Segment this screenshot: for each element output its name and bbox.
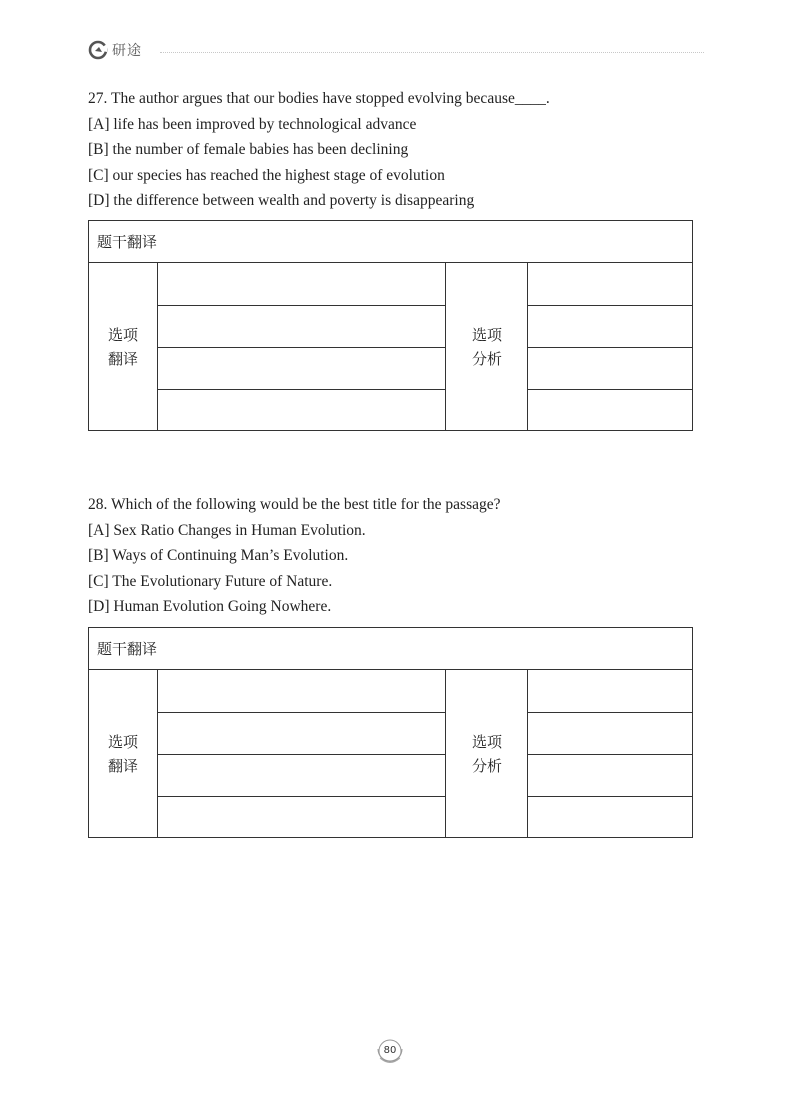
question-stem: 28. Which of the following would be the best title for the passage?	[88, 496, 501, 513]
translation-row-divider	[157, 389, 445, 390]
table-divider	[445, 670, 446, 837]
option-a: [A] life has been improved by technological advance	[88, 115, 417, 133]
brand-logo-icon	[88, 40, 108, 60]
option-c: [C] The Evolutionary Future of Nature.	[88, 572, 333, 590]
translation-row-divider	[157, 305, 445, 306]
question-27	[88, 86, 708, 214]
translation-row-divider	[157, 754, 445, 755]
stem-translation-label: 题干翻译	[89, 628, 692, 670]
option-analysis-label: 选项 分析	[471, 325, 502, 368]
option-b: [B] Ways of Continuing Man’s Evolution.	[88, 547, 349, 564]
analysis-row-divider	[527, 796, 692, 797]
option-translation-label: 选项 翻译	[107, 325, 138, 368]
translation-row-divider	[157, 796, 445, 797]
analysis-row-divider	[527, 347, 692, 348]
option-d: [D] the difference between wealth and poverty is disappearing	[88, 192, 475, 209]
page-header	[88, 40, 704, 64]
option-d: [D] Human Evolution Going Nowhere.	[88, 598, 332, 615]
translation-row-divider	[157, 347, 445, 348]
analysis-row-divider	[527, 712, 692, 713]
option-a: [A] Sex Ratio Changes in Human Evolution.	[88, 521, 366, 539]
option-b: [B] the number of female babies has been declining	[88, 141, 409, 158]
page-number: 80	[383, 1045, 397, 1056]
analysis-row-divider	[527, 389, 692, 390]
question-28	[88, 492, 708, 620]
table-divider	[445, 263, 446, 430]
stem-translation-label: 题干翻译	[89, 221, 692, 263]
option-translation-label: 选项 翻译	[107, 732, 138, 775]
option-analysis-label: 选项 分析	[471, 732, 502, 775]
translation-row-divider	[157, 712, 445, 713]
answer-table-28	[88, 627, 693, 838]
answer-table-27	[88, 220, 693, 431]
analysis-row-divider	[527, 754, 692, 755]
brand-logo-text: 研途	[112, 43, 142, 59]
option-c: [C] our species has reached the highest stage of evolution	[88, 166, 445, 184]
analysis-row-divider	[527, 305, 692, 306]
brand-logo	[88, 40, 142, 60]
question-stem: 27. The author argues that our bodies have stopped evolving because____.	[88, 90, 550, 107]
page-number-badge	[372, 1034, 408, 1070]
header-divider	[160, 52, 704, 53]
